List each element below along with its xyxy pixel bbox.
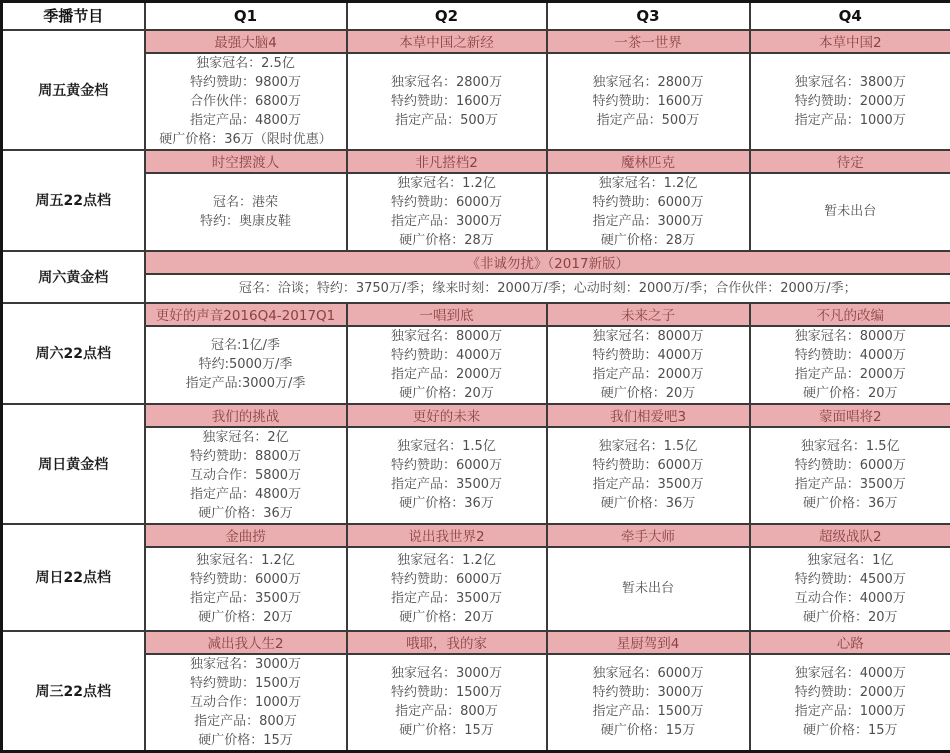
show-title: 蒙面唱将2	[750, 404, 950, 427]
show-pricing: 冠名:1亿/季 特约:5000万/季 指定产品:3000万/季	[145, 326, 347, 404]
slot-label-fri-22: 周五22点档	[2, 150, 145, 251]
show-title: 减出我人生2	[145, 631, 347, 654]
corner-header: 季播节目	[2, 2, 145, 30]
table-row	[2, 524, 950, 547]
show-title: 未来之子	[547, 303, 750, 326]
table-row	[2, 251, 950, 274]
table-row	[2, 404, 950, 427]
show-title: 更好的声音2016Q4-2017Q1	[145, 303, 347, 326]
show-pricing: 独家冠名：3000万 特约赞助：1500万 指定产品：800万 硬广价格：15万	[347, 654, 547, 752]
table-row-details	[2, 547, 950, 631]
quarter-header-q4: Q4	[750, 2, 950, 30]
show-pricing: 独家冠名：3800万 特约赞助：2000万 指定产品：1000万	[750, 53, 950, 150]
show-title: 我们的挑战	[145, 404, 347, 427]
table-row-details	[2, 427, 950, 524]
show-title: 本草中国2	[750, 30, 950, 53]
table-row-details	[2, 274, 950, 303]
show-pricing: 独家冠名：1.2亿 特约赞助：6000万 指定产品：3500万 硬广价格：20万	[347, 547, 547, 631]
show-title: 一茶一世界	[547, 30, 750, 53]
show-pricing-fullwidth: 冠名：洽谈；特约：3750万/季；缘来时刻：2000万/季；心动时刻：2000万/季；合作伙伴：2000万/季；	[145, 274, 950, 303]
slot-label-sun-prime: 周日黄金档	[2, 404, 145, 524]
show-pricing: 独家冠名：1.2亿 特约赞助：6000万 指定产品：3000万 硬广价格：28万	[347, 173, 547, 251]
show-title: 星厨驾到4	[547, 631, 750, 654]
show-title: 魔林匹克	[547, 150, 750, 173]
show-pricing: 独家冠名：1亿 特约赞助：4500万 互动合作：4000万 硬广价格：20万	[750, 547, 950, 631]
show-pricing: 独家冠名：2.5亿 特约赞助：9800万 合作伙伴：6800万 指定产品：4800万 硬广价格：36万（限时优惠）	[145, 53, 347, 150]
table-row-details	[2, 326, 950, 404]
slot-label-fri-prime: 周五黄金档	[2, 30, 145, 150]
show-pricing: 独家冠名：8000万 特约赞助：4000万 指定产品：2000万 硬广价格：20万	[750, 326, 950, 404]
show-title: 时空摆渡人	[145, 150, 347, 173]
show-pricing: 独家冠名：8000万 特约赞助：4000万 指定产品：2000万 硬广价格：20万	[347, 326, 547, 404]
quarter-header-q3: Q3	[547, 2, 750, 30]
quarter-header-q2: Q2	[347, 2, 547, 30]
table-row-details	[2, 173, 950, 251]
show-title: 不凡的改编	[750, 303, 950, 326]
show-pricing: 独家冠名：4000万 特约赞助：2000万 指定产品：1000万 硬广价格：15万	[750, 654, 950, 752]
show-title: 说出我世界2	[347, 524, 547, 547]
slot-label-sat-prime: 周六黄金档	[2, 251, 145, 303]
show-pricing: 独家冠名：1.5亿 特约赞助：6000万 指定产品：3500万 硬广价格：36万	[750, 427, 950, 524]
show-pricing: 独家冠名：3000万 特约赞助：1500万 互动合作：1000万 指定产品：800万 硬广价格：15万	[145, 654, 347, 752]
quarter-header-q1: Q1	[145, 2, 347, 30]
show-title: 本草中国之新经	[347, 30, 547, 53]
show-pricing: 独家冠名：8000万 特约赞助：4000万 指定产品：2000万 硬广价格：20万	[547, 326, 750, 404]
show-title: 待定	[750, 150, 950, 173]
header-row	[2, 2, 950, 30]
show-pricing: 独家冠名：2800万 特约赞助：1600万 指定产品：500万	[547, 53, 750, 150]
show-pricing: 独家冠名：1.2亿 特约赞助：6000万 指定产品：3000万 硬广价格：28万	[547, 173, 750, 251]
show-pricing: 冠名：港荣 特约：奥康皮鞋	[145, 173, 347, 251]
slot-label-sat-22: 周六22点档	[2, 303, 145, 404]
show-pricing: 独家冠名：1.5亿 特约赞助：6000万 指定产品：3500万 硬广价格：36万	[547, 427, 750, 524]
show-pricing: 独家冠名：1.5亿 特约赞助：6000万 指定产品：3500万 硬广价格：36万	[347, 427, 547, 524]
table-row	[2, 150, 950, 173]
show-title: 心路	[750, 631, 950, 654]
table-row	[2, 303, 950, 326]
show-title: 一唱到底	[347, 303, 547, 326]
show-pricing: 暂未出台	[750, 173, 950, 251]
show-title: 超级战队2	[750, 524, 950, 547]
slot-label-wed-22: 周三22点档	[2, 631, 145, 752]
show-title: 哦耶，我的家	[347, 631, 547, 654]
slot-label-sun-22: 周日22点档	[2, 524, 145, 631]
show-title: 非凡搭档2	[347, 150, 547, 173]
show-title: 我们相爱吧3	[547, 404, 750, 427]
table-row-details	[2, 654, 950, 752]
show-pricing: 暂未出台	[547, 547, 750, 631]
show-title: 更好的未来	[347, 404, 547, 427]
show-title: 最强大脑4	[145, 30, 347, 53]
table-row	[2, 30, 950, 53]
table-row	[2, 631, 950, 654]
show-title: 金曲捞	[145, 524, 347, 547]
show-title-fullwidth: 《非诚勿扰》（2017新版）	[145, 251, 950, 274]
show-pricing: 独家冠名：2800万 特约赞助：1600万 指定产品：500万	[347, 53, 547, 150]
show-pricing: 独家冠名：2亿 特约赞助：8800万 互动合作：5800万 指定产品：4800万 硬广价格：36万	[145, 427, 347, 524]
show-pricing: 独家冠名：6000万 特约赞助：3000万 指定产品：1500万 硬广价格：15万	[547, 654, 750, 752]
show-pricing: 独家冠名：1.2亿 特约赞助：6000万 指定产品：3500万 硬广价格：20万	[145, 547, 347, 631]
table-row-details	[2, 53, 950, 150]
show-title: 牵手大师	[547, 524, 750, 547]
